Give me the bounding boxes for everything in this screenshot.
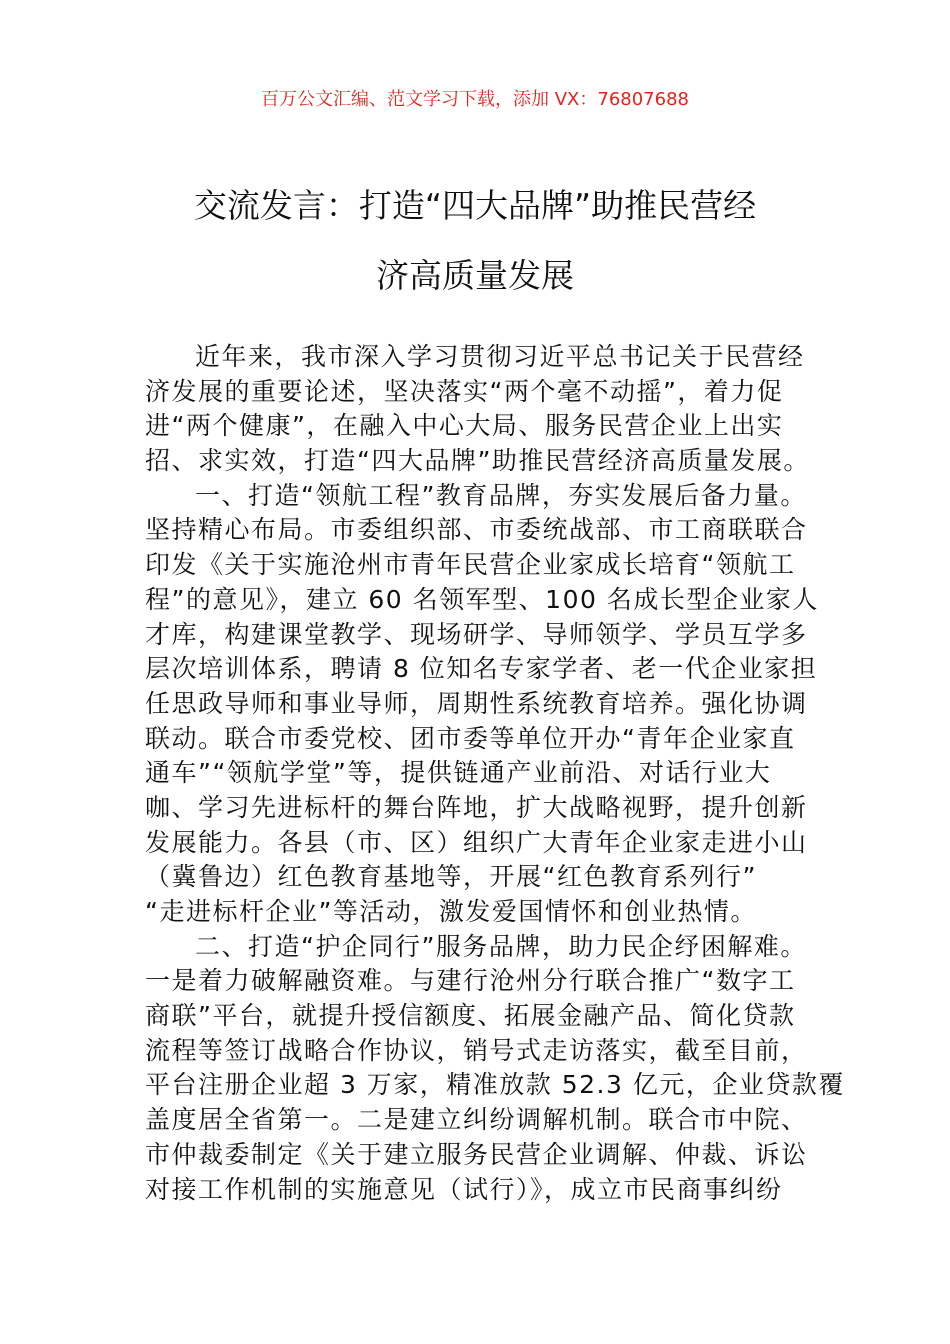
- text-line: 盖度居全省第一。二是建立纠纷调解机制。联合市中院、: [145, 1105, 808, 1135]
- text-line: 进“两个健康”，在融入中心大局、服务民营企业上出实: [145, 411, 784, 441]
- text-line: “走进标杆企业”等活动，激发爱国情怀和创业热情。: [145, 897, 757, 926]
- document-body: [145, 340, 845, 1207]
- text-line: 平台注册企业超 3 万家，精准放款 52.3 亿元，企业贷款覆: [145, 1070, 845, 1100]
- text-line: 一是着力破解融资难。与建行沧州分行联合推广“数字工: [145, 966, 796, 996]
- text-line: 济发展的重要论述，坚决落实“两个毫不动摇”，着力促: [145, 376, 784, 406]
- text-line: 才库，构建课堂教学、现场研学、导师领学、学员互学多: [145, 619, 808, 649]
- text-line: 程”的意见》，建立 60 名领军型、100 名成长型企业家人: [145, 584, 819, 614]
- text-line: 商联”平台，就提升授信额度、拓展金融产品、简化贷款: [145, 1001, 796, 1031]
- text-line: 市仲裁委制定《关于建立服务民营企业调解、仲裁、诉讼: [145, 1139, 808, 1169]
- text-line: 招、求实效，打造“四大品牌”助推民营经济高质量发展。: [145, 446, 810, 476]
- text-line: 对接工作机制的实施意见（试行）》，成立市民商事纠纷: [145, 1174, 783, 1204]
- watermark-header: 百万公文汇编、范文学习下载，添加 VX：76807688: [261, 89, 689, 110]
- text-line: 层次培训体系，聘请 8 位知名专家学者、老一代企业家担: [145, 654, 818, 684]
- text-line: 任思政导师和事业导师，周期性系统教育培养。强化协调: [145, 688, 808, 718]
- document-title-line-1: 交流发言：打造“四大品牌”助推民营经: [193, 186, 757, 225]
- text-line: 印发《关于实施沧州市青年民营企业家成长培育“领航工: [145, 550, 796, 580]
- text-line: 坚持精心布局。市委组织部、市委统战部、市工商联联合: [145, 515, 808, 545]
- document-title-line-2: 济高质量发展: [376, 256, 574, 295]
- text-line: 通车”“领航学堂”等，提供链通产业前沿、对话行业大: [145, 758, 772, 788]
- text-line: 近年来，我市深入学习贯彻习近平总书记关于民营经: [195, 342, 805, 371]
- text-line: 联动。联合市委党校、团市委等单位开办“青年企业家直: [145, 723, 796, 753]
- text-line: 咖、学习先进标杆的舞台阵地，扩大战略视野，提升创新: [145, 792, 808, 822]
- text-line: 流程等签订战略合作协议，销号式走访落实，截至目前，: [145, 1035, 808, 1065]
- text-line: 二、打造“护企同行”服务品牌，助力民企纾困解难。: [195, 931, 807, 961]
- text-line: 发展能力。各县（市、区）组织广大青年企业家走进小山: [145, 827, 808, 857]
- text-line: 一、打造“领航工程”教育品牌，夯实发展后备力量。: [195, 480, 807, 510]
- text-line: （冀鲁边）红色教育基地等，开展“红色教育系列行”: [145, 862, 757, 892]
